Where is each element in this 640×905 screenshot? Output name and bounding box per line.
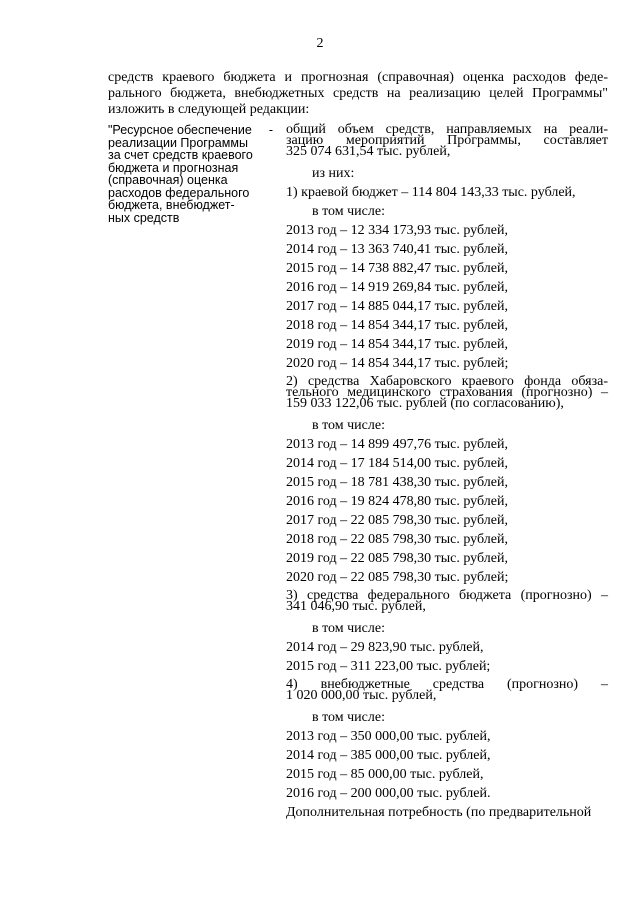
- including-label: в том числе:: [312, 710, 385, 725]
- regional-year-line: 2019 год – 14 854 344,17 тыс. рублей,: [286, 337, 508, 352]
- paragraph-line: 3) средства федерального бюджета (прогнозно) –: [286, 588, 608, 603]
- regional-year-line: 2014 год – 13 363 740,41 тыс. рублей,: [286, 242, 508, 257]
- fund-year-line: 2018 год – 22 085 798,30 тыс. рублей,: [286, 532, 508, 547]
- resource-label-line: (справочная) оценка: [108, 173, 228, 187]
- including-label: в том числе:: [312, 418, 385, 433]
- paragraph-line: 159 033 122,06 тыс. рублей (по согласованию),: [286, 396, 564, 411]
- resource-label-dash: -: [268, 123, 273, 137]
- intro-line: рального бюджета, внебюджетных средств на реализацию целей Программы": [108, 86, 608, 101]
- regional-year-line: 2017 год – 14 885 044,17 тыс. рублей,: [286, 299, 508, 314]
- resource-label: [108, 124, 273, 224]
- extrabudgetary-year-line: 2016 год – 200 000,00 тыс. рублей.: [286, 786, 491, 801]
- paragraph-line: 4) внебюджетные средства (прогнозно) –: [286, 677, 608, 692]
- regional-year-line: 2020 год – 14 854 344,17 тыс. рублей;: [286, 356, 509, 371]
- resource-details: [286, 124, 608, 822]
- total-amount-paragraph: [286, 124, 608, 157]
- resource-label-first-line: [108, 124, 273, 137]
- extrabudgetary-paragraph: [286, 679, 608, 701]
- page-number: 2: [316, 36, 324, 51]
- fund-year-line: 2015 год – 18 781 438,30 тыс. рублей,: [286, 475, 508, 490]
- federal-year-line: 2014 год – 29 823,90 тыс. рублей,: [286, 640, 484, 655]
- paragraph-line: 1 020 000,00 тыс. рублей,: [286, 688, 437, 703]
- paragraph-line: тельного медицинского страхования (прогнозно) –: [286, 385, 608, 400]
- paragraph-line: общий объем средств, направляемых на реали-: [286, 122, 608, 137]
- additional-need-line: Дополнительная потребность (по предварительной: [286, 805, 592, 820]
- intro-line: средств краевого бюджета и прогнозная (справочная) оценка расходов феде-: [108, 70, 608, 85]
- extrabudgetary-year-line: 2013 год – 350 000,00 тыс. рублей,: [286, 729, 491, 744]
- federal-budget-paragraph: [286, 590, 608, 612]
- resource-label-line: бюджета, внебюджет-: [108, 198, 235, 212]
- regional-year-line: 2018 год – 14 854 344,17 тыс. рублей,: [286, 318, 508, 333]
- fund-year-line: 2014 год – 17 184 514,00 тыс. рублей,: [286, 456, 508, 471]
- paragraph-line: 2) средства Хабаровского краевого фонда обяза-: [286, 374, 608, 389]
- federal-year-line: 2015 год – 311 223,00 тыс. рублей;: [286, 659, 491, 674]
- paragraph-line: зацию мероприятий Программы, составляет: [286, 133, 608, 148]
- regional-year-line: 2016 год – 14 919 269,84 тыс. рублей,: [286, 280, 508, 295]
- resource-label-text: "Ресурсное обеспечение: [108, 123, 252, 137]
- intro-paragraph: [108, 70, 608, 118]
- resource-label-line: ных средств: [108, 210, 180, 225]
- regional-budget-title: 1) краевой бюджет – 114 804 143,33 тыс. рублей,: [286, 185, 576, 200]
- resource-label-line: расходов федерального: [108, 185, 250, 200]
- fund-year-line: 2013 год – 14 899 497,76 тыс. рублей,: [286, 437, 508, 452]
- intro-line: изложить в следующей редакции:: [108, 102, 310, 117]
- of-them-label: из них:: [312, 166, 355, 181]
- regional-year-line: 2015 год – 14 738 882,47 тыс. рублей,: [286, 261, 508, 276]
- regional-year-line: 2013 год – 12 334 173,93 тыс. рублей,: [286, 223, 508, 238]
- resource-label-line: реализации Программы: [108, 135, 248, 150]
- fund-year-line: 2020 год – 22 085 798,30 тыс. рублей;: [286, 570, 509, 585]
- insurance-fund-paragraph: [286, 376, 608, 409]
- extrabudgetary-year-line: 2015 год – 85 000,00 тыс. рублей,: [286, 767, 484, 782]
- paragraph-line: 325 074 631,54 тыс. рублей,: [286, 144, 451, 159]
- resource-label-line: бюджета и прогнозная: [108, 160, 239, 175]
- extrabudgetary-year-line: 2014 год – 385 000,00 тыс. рублей,: [286, 748, 491, 763]
- including-label: в том числе:: [312, 621, 385, 636]
- fund-year-line: 2017 год – 22 085 798,30 тыс. рублей,: [286, 513, 508, 528]
- paragraph-line: 341 046,90 тыс. рублей,: [286, 599, 426, 614]
- resource-label-line: за счет средств краевого: [108, 148, 253, 162]
- including-label: в том числе:: [312, 204, 385, 219]
- fund-year-line: 2016 год – 19 824 478,80 тыс. рублей,: [286, 494, 508, 509]
- fund-year-line: 2019 год – 22 085 798,30 тыс. рублей,: [286, 551, 508, 566]
